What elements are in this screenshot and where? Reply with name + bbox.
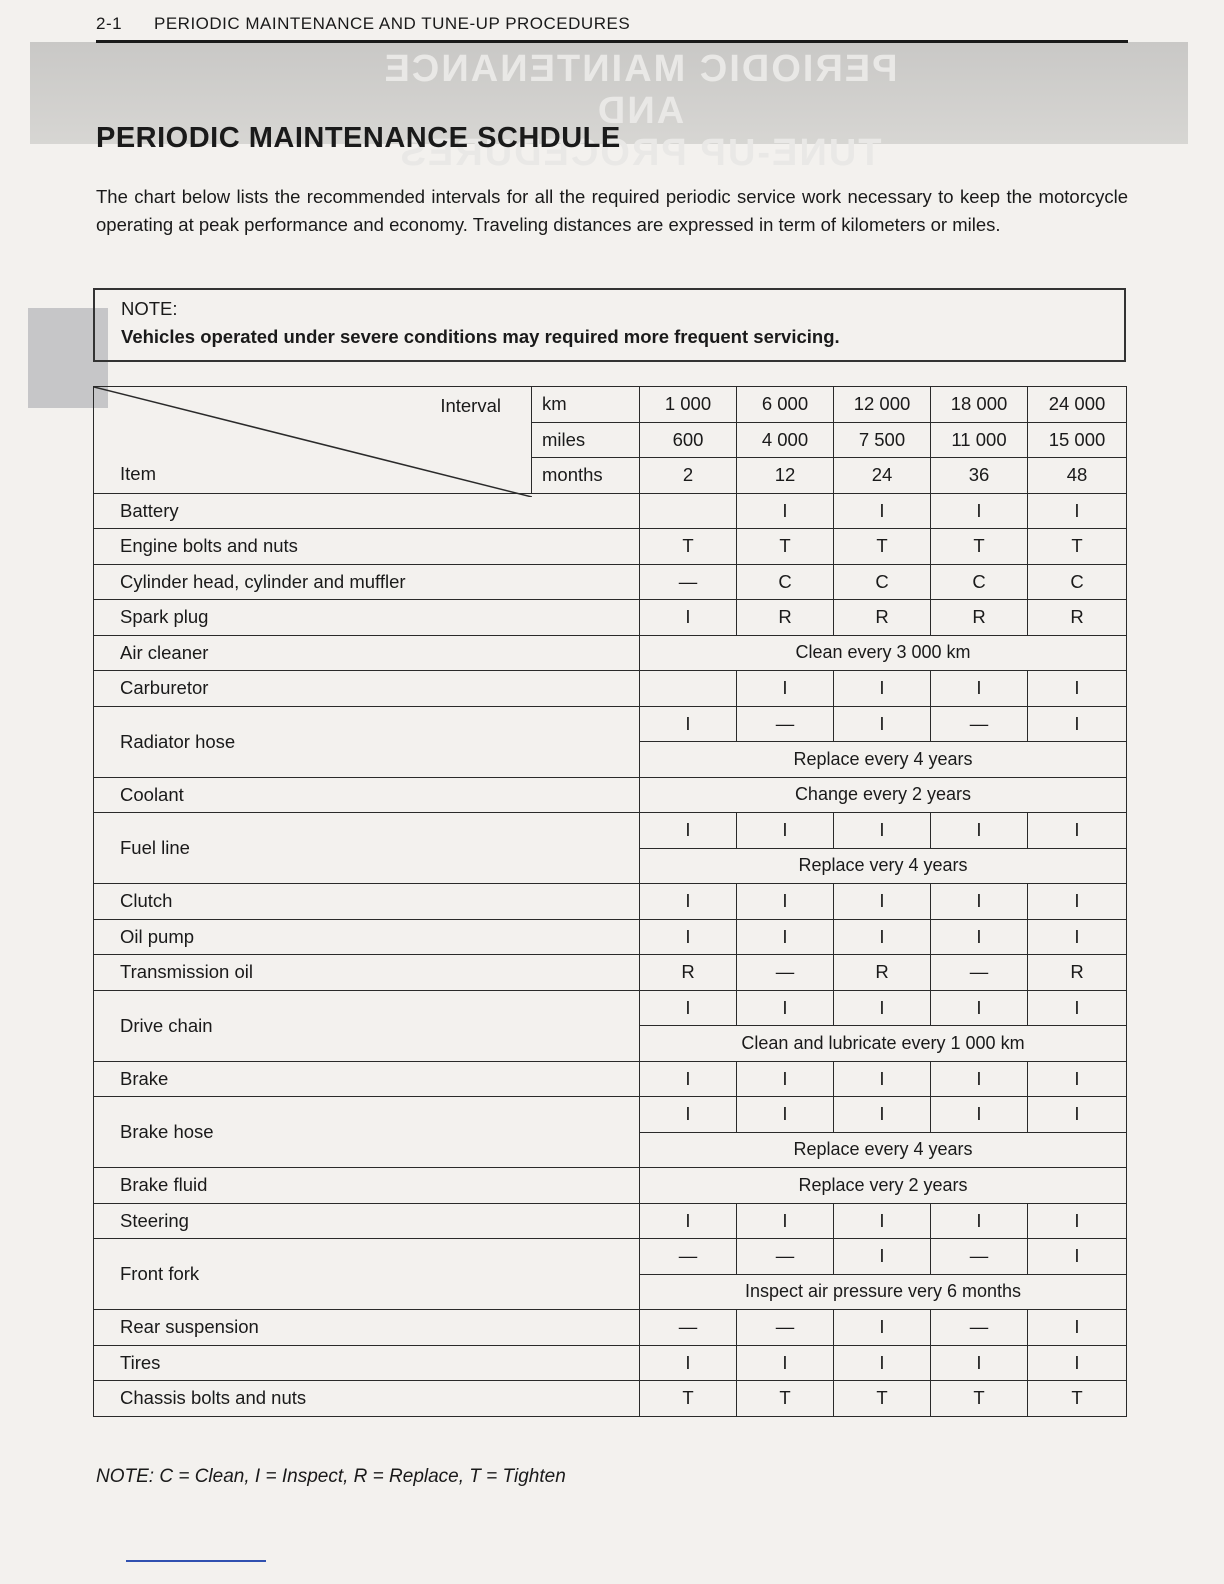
schedule-cell: I: [1028, 493, 1127, 529]
schedule-cell: I: [834, 1239, 931, 1275]
header-row: [94, 387, 1127, 423]
table-row: [94, 1168, 1127, 1204]
schedule-cell: I: [640, 919, 737, 955]
schedule-cell: [640, 671, 737, 707]
schedule-cell: I: [737, 493, 834, 529]
schedule-cell: I: [737, 813, 834, 849]
item-name: Brake: [94, 1061, 640, 1097]
schedule-cell: T: [834, 1381, 931, 1417]
table-row: [94, 955, 1127, 991]
span-instruction: Clean every 3 000 km: [640, 635, 1127, 671]
schedule-cell: —: [737, 955, 834, 991]
schedule-cell: I: [737, 1097, 834, 1133]
schedule-cell: I: [1028, 1097, 1127, 1133]
interval-value: 600: [640, 422, 737, 458]
interval-value: 4 000: [737, 422, 834, 458]
span-instruction: Replace every 4 years: [640, 742, 1127, 778]
item-name: Carburetor: [94, 671, 640, 707]
item-name: Tires: [94, 1345, 640, 1381]
span-instruction: Replace very 4 years: [640, 848, 1127, 884]
schedule-cell: T: [737, 529, 834, 565]
item-name: Chassis bolts and nuts: [94, 1381, 640, 1417]
schedule-cell: T: [640, 529, 737, 565]
note-box: [93, 288, 1126, 362]
table-row: [94, 564, 1127, 600]
schedule-cell: —: [640, 564, 737, 600]
schedule-cell: R: [834, 955, 931, 991]
schedule-cell: T: [640, 1381, 737, 1417]
schedule-cell: —: [737, 1239, 834, 1275]
maintenance-schedule-table: [93, 386, 1127, 1417]
schedule-cell: I: [834, 919, 931, 955]
item-name: Fuel line: [94, 813, 640, 884]
schedule-cell: I: [1028, 990, 1127, 1026]
page-number: 2-1: [96, 14, 123, 33]
span-instruction: Replace very 2 years: [640, 1168, 1127, 1204]
schedule-cell: I: [931, 990, 1028, 1026]
schedule-cell: I: [931, 1097, 1028, 1133]
table-row: [94, 1097, 1127, 1133]
schedule-cell: T: [1028, 529, 1127, 565]
span-instruction: Inspect air pressure very 6 months: [640, 1274, 1127, 1310]
interval-value: 15 000: [1028, 422, 1127, 458]
interval-value: 36: [931, 458, 1028, 494]
table-row: [94, 990, 1127, 1026]
table-row: [94, 777, 1127, 813]
span-instruction: Replace every 4 years: [640, 1132, 1127, 1168]
table-row: [94, 1381, 1127, 1417]
table-row: [94, 1061, 1127, 1097]
schedule-cell: I: [640, 1061, 737, 1097]
unit-label: km: [532, 387, 640, 423]
schedule-cell: I: [931, 493, 1028, 529]
schedule-cell: R: [834, 600, 931, 636]
interval-value: 2: [640, 458, 737, 494]
schedule-cell: I: [834, 706, 931, 742]
unit-label: miles: [532, 422, 640, 458]
interval-item-header: [94, 387, 532, 494]
schedule-cell: I: [931, 1061, 1028, 1097]
interval-value: 12 000: [834, 387, 931, 423]
schedule-cell: I: [834, 1097, 931, 1133]
interval-value: 24 000: [1028, 387, 1127, 423]
schedule-cell: I: [640, 990, 737, 1026]
schedule-cell: T: [1028, 1381, 1127, 1417]
interval-value: 24: [834, 458, 931, 494]
intro-paragraph: The chart below lists the recommended intervals for all the required periodic service work necessary to keep the motorcycle operating at peak performance and economy. Traveling distances are expressed in term of kilometers or miles.: [96, 186, 1128, 235]
item-name: Brake fluid: [94, 1168, 640, 1204]
item-name: Front fork: [94, 1239, 640, 1310]
schedule-cell: —: [640, 1310, 737, 1346]
item-label: Item: [120, 462, 156, 484]
schedule-cell: I: [737, 1345, 834, 1381]
table-row: [94, 635, 1127, 671]
schedule-cell: R: [1028, 955, 1127, 991]
schedule-cell: I: [737, 919, 834, 955]
schedule-cell: I: [1028, 884, 1127, 920]
schedule-cell: I: [834, 1310, 931, 1346]
schedule-cell: I: [834, 1203, 931, 1239]
schedule-cell: C: [931, 564, 1028, 600]
interval-value: 11 000: [931, 422, 1028, 458]
schedule-cell: I: [640, 813, 737, 849]
legend-note: NOTE: C = Clean, I = Inspect, R = Replace, T = Tighten: [96, 1466, 566, 1487]
schedule-cell: I: [640, 884, 737, 920]
schedule-cell: I: [737, 990, 834, 1026]
schedule-cell: R: [640, 955, 737, 991]
schedule-cell: I: [1028, 1310, 1127, 1346]
schedule-cell: I: [640, 600, 737, 636]
item-name: Drive chain: [94, 990, 640, 1061]
item-name: Spark plug: [94, 600, 640, 636]
schedule-cell: I: [737, 1203, 834, 1239]
schedule-cell: I: [737, 884, 834, 920]
page-header: [96, 12, 1128, 43]
schedule-cell: I: [1028, 1239, 1127, 1275]
mirrored-bleed-text: PERIODIC MAINTENANCE AND TUNE-UP PROCEDURES: [382, 48, 898, 174]
schedule-cell: I: [834, 813, 931, 849]
table-row: [94, 919, 1127, 955]
schedule-cell: T: [931, 1381, 1028, 1417]
schedule-cell: [640, 493, 737, 529]
schedule-cell: —: [931, 1310, 1028, 1346]
schedule-cell: I: [931, 671, 1028, 707]
schedule-cell: —: [931, 1239, 1028, 1275]
table-row: [94, 884, 1127, 920]
schedule-cell: R: [931, 600, 1028, 636]
interval-value: 6 000: [737, 387, 834, 423]
table-row: [94, 1203, 1127, 1239]
item-name: Air cleaner: [94, 635, 640, 671]
schedule-cell: I: [640, 1203, 737, 1239]
schedule-cell: —: [931, 955, 1028, 991]
schedule-cell: I: [737, 671, 834, 707]
page-title: PERIODIC MAINTENANCE SCHDULE: [96, 122, 621, 154]
schedule-cell: I: [834, 884, 931, 920]
interval-value: 1 000: [640, 387, 737, 423]
item-name: Oil pump: [94, 919, 640, 955]
schedule-cell: I: [834, 990, 931, 1026]
table-row: [94, 600, 1127, 636]
table-row: [94, 1310, 1127, 1346]
schedule-cell: I: [1028, 1203, 1127, 1239]
footer-rule: [126, 1560, 266, 1562]
schedule-cell: I: [1028, 671, 1127, 707]
schedule-cell: I: [834, 1061, 931, 1097]
schedule-cell: I: [1028, 706, 1127, 742]
note-text: Vehicles operated under severe conditions may required more frequent servicing.: [121, 326, 840, 347]
span-instruction: Clean and lubricate every 1 000 km: [640, 1026, 1127, 1062]
interval-value: 12: [737, 458, 834, 494]
schedule-cell: I: [834, 671, 931, 707]
item-name: Rear suspension: [94, 1310, 640, 1346]
schedule-cell: I: [931, 1203, 1028, 1239]
item-name: Clutch: [94, 884, 640, 920]
schedule-cell: C: [1028, 564, 1127, 600]
table-row: [94, 813, 1127, 849]
schedule-cell: T: [834, 529, 931, 565]
table-row: [94, 671, 1127, 707]
section-title: PERIODIC MAINTENANCE AND TUNE-UP PROCEDURES: [154, 14, 631, 33]
unit-label: months: [532, 458, 640, 494]
schedule-cell: R: [737, 600, 834, 636]
schedule-cell: I: [931, 919, 1028, 955]
schedule-cell: C: [737, 564, 834, 600]
item-name: Coolant: [94, 777, 640, 813]
interval-value: 48: [1028, 458, 1127, 494]
schedule-cell: —: [737, 706, 834, 742]
schedule-cell: R: [1028, 600, 1127, 636]
item-name: Battery: [94, 493, 640, 529]
schedule-cell: T: [931, 529, 1028, 565]
span-instruction: Change every 2 years: [640, 777, 1127, 813]
table-row: [94, 706, 1127, 742]
table-row: [94, 529, 1127, 565]
interval-value: 7 500: [834, 422, 931, 458]
item-name: Radiator hose: [94, 706, 640, 777]
schedule-cell: —: [931, 706, 1028, 742]
schedule-cell: —: [737, 1310, 834, 1346]
schedule-cell: I: [834, 1345, 931, 1381]
item-name: Transmission oil: [94, 955, 640, 991]
item-name: Steering: [94, 1203, 640, 1239]
schedule-cell: I: [640, 706, 737, 742]
item-name: Cylinder head, cylinder and muffler: [94, 564, 640, 600]
schedule-cell: I: [737, 1061, 834, 1097]
schedule-cell: I: [1028, 919, 1127, 955]
schedule-cell: I: [931, 884, 1028, 920]
schedule-cell: C: [834, 564, 931, 600]
table-row: [94, 1239, 1127, 1275]
schedule-cell: I: [1028, 1061, 1127, 1097]
schedule-cell: —: [640, 1239, 737, 1275]
schedule-cell: I: [931, 1345, 1028, 1381]
interval-label: Interval: [440, 395, 501, 416]
schedule-cell: I: [931, 813, 1028, 849]
schedule-cell: I: [640, 1097, 737, 1133]
note-label: NOTE:: [121, 298, 178, 319]
item-name: Engine bolts and nuts: [94, 529, 640, 565]
item-name: Brake hose: [94, 1097, 640, 1168]
schedule-cell: I: [1028, 813, 1127, 849]
interval-value: 18 000: [931, 387, 1028, 423]
schedule-cell: T: [737, 1381, 834, 1417]
table-row: [94, 1345, 1127, 1381]
schedule-cell: I: [834, 493, 931, 529]
schedule-cell: I: [640, 1345, 737, 1381]
schedule-cell: I: [1028, 1345, 1127, 1381]
table-row: [94, 493, 1127, 529]
